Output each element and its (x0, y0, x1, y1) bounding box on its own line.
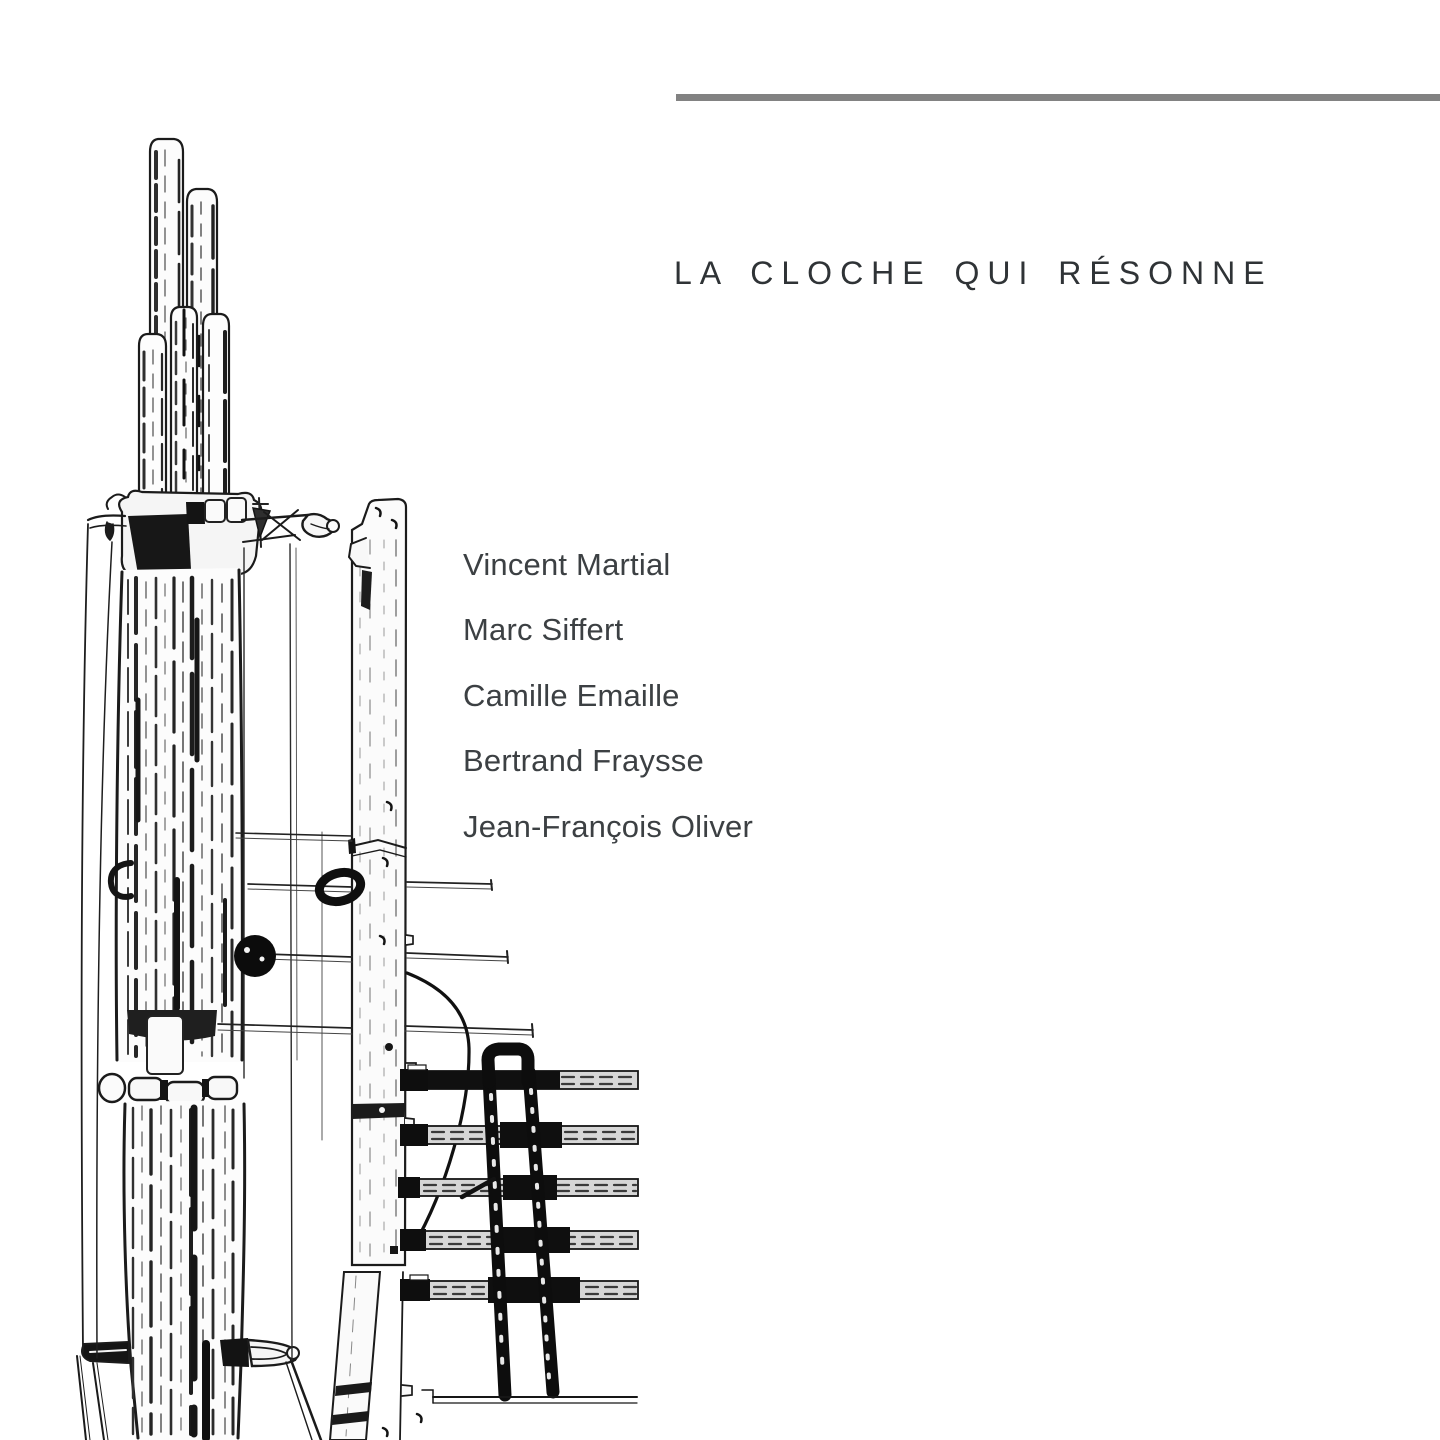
artist-name: Jean-François Oliver (463, 808, 753, 844)
lower-column (121, 1100, 246, 1440)
artist-list (463, 532, 753, 859)
artist-name: Marc Siffert (463, 612, 624, 648)
striker-ball (234, 935, 276, 977)
lattice-pole (400, 1065, 638, 1091)
lattice-pole (400, 1122, 638, 1148)
bamboo-lattice (398, 1049, 638, 1403)
lattice-pole (400, 1227, 638, 1253)
cord-arc (407, 973, 469, 1247)
top-rule (676, 94, 1440, 101)
artist-name: Vincent Martial (463, 547, 671, 582)
frame-lines (82, 524, 112, 1358)
lattice-pole (398, 1175, 638, 1200)
artist-name: Bertrand Fraysse (463, 743, 704, 779)
album-title: LA CLOCHE QUI RÉSONNE (674, 255, 1273, 291)
pipe-cluster (139, 139, 229, 500)
lattice-pole (400, 1275, 638, 1303)
upper-column (111, 568, 243, 1062)
artist-name: Camille Emaille (463, 677, 680, 713)
